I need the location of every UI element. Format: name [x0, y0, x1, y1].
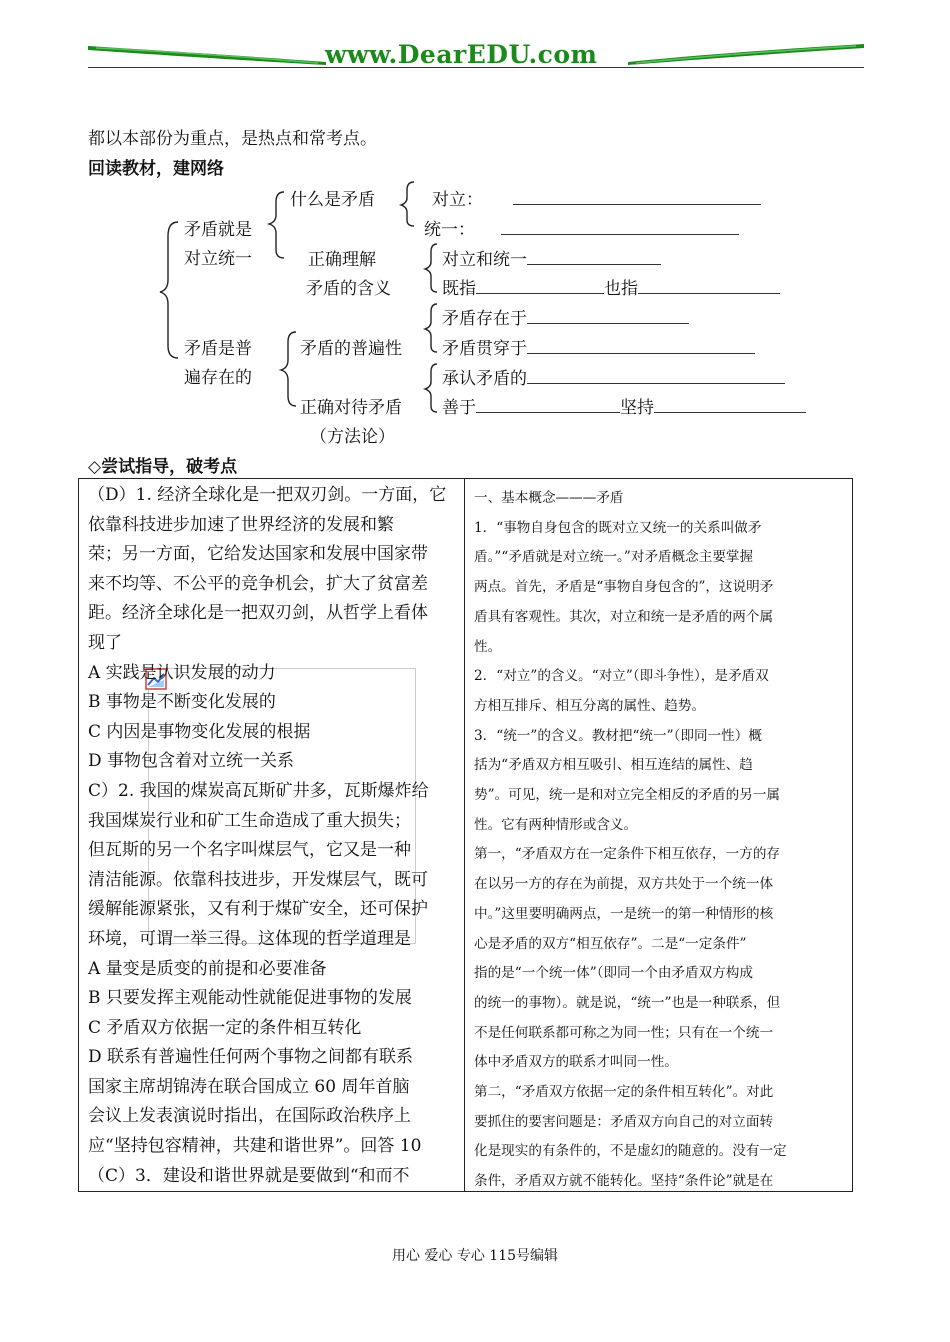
concept-line: 性。它有两种情形或含义。	[474, 816, 638, 833]
concept-line: 性。	[474, 638, 502, 655]
question-line: 环境，可谓一举三得。这体现的哲学道理是	[88, 928, 411, 949]
concept-line: 盾具有客观性。其次，对立和统一是矛盾的两个属	[474, 608, 774, 625]
section-title-try: ◇尝试指导，破考点	[88, 457, 238, 477]
site-logo-text[interactable]: www.DearEDU.com	[325, 40, 598, 69]
concept-line: 两点。首先，矛盾是“事物自身包含的”，这说明矛	[474, 579, 774, 596]
item-refers	[442, 274, 780, 299]
question-line: 来不均等、不公平的竞争机会，扩大了贫富差	[88, 573, 428, 594]
blank-line	[476, 279, 604, 294]
option-line: C 矛盾双方依据一定的条件相互转化	[88, 1017, 362, 1038]
brace-group1	[269, 192, 284, 258]
item-opp-unity	[442, 245, 661, 270]
concept-line: 盾。”“矛盾就是对立统一。”对矛盾概念主要掌握	[474, 549, 754, 566]
item-unity-label: 统一：	[424, 220, 475, 240]
item-exists-in	[442, 304, 689, 329]
concept-line: 2．“对立”的含义。“对立”（即斗争性），是矛盾双	[474, 668, 769, 685]
blank-line	[513, 190, 761, 205]
intro-line: 都以本部份为重点，是热点和常考点。	[88, 129, 377, 149]
item-good-at	[442, 393, 806, 418]
concept-line: 1．“事物自身包含的既对立又统一的关系叫做矛	[474, 519, 762, 536]
blank-line	[527, 250, 661, 265]
brace-sub1	[401, 182, 414, 226]
brace-sub4	[425, 364, 437, 412]
blank-line	[501, 220, 739, 235]
concept-line: 第二，“矛盾双方依据一定的条件相互转化”。对此	[474, 1084, 774, 1101]
concept-line: 括为“矛盾双方相互吸引、相互连结的属性、趋	[474, 757, 753, 774]
question-line: 依靠科技进步加速了世界经济的发展和繁	[88, 514, 394, 535]
option-line: B 事物是不断变化发展的	[88, 692, 276, 713]
sub3-label: 矛盾的普遍性	[300, 339, 402, 359]
brace-main	[160, 222, 178, 358]
concept-line: 中。”这里要明确两点，一是统一的第一种情形的核	[474, 905, 774, 922]
option-line: D 事物包含着对立统一关系	[88, 751, 295, 772]
question-line: 现了	[88, 632, 122, 653]
blank-line	[654, 398, 806, 413]
concept-line: 条件，矛盾双方就不能转化。坚持“条件论”就是在	[474, 1173, 774, 1190]
concept-line: 不是任何联系都可称之为同一性；只有在一个统一	[474, 1024, 774, 1041]
concept-line: 心是矛盾的双方“相互依存”。二是“一定条件”	[474, 935, 747, 952]
brace-sub3	[425, 304, 437, 352]
item-also-label: 也指	[604, 279, 638, 299]
concept-line: 方相互排斥、相互分离的属性、趋势。	[474, 697, 706, 714]
option-line: B 只要发挥主观能动性就能促进事物的发展	[88, 988, 412, 1009]
sub2-label-line1: 正确理解	[308, 250, 376, 270]
concept-line: 化是现实的有条件的，不是虚幻的随意的。没有一定	[474, 1143, 787, 1160]
option-line: A 量变是质变的前提和必要准备	[88, 958, 327, 979]
group2-label-line1: 矛盾是普	[184, 339, 252, 359]
item-good-at-label: 善于	[442, 398, 476, 418]
concept-line: 一、基本概念———矛盾	[474, 490, 624, 506]
concept-line: 在以另一方的存在为前提，双方共处于一个统一体	[474, 876, 774, 893]
blank-line	[527, 369, 785, 384]
blank-line	[527, 309, 689, 324]
question-line: 会议上发表演说时指出，在国际政治秩序上	[88, 1106, 411, 1127]
item-admit-label: 承认矛盾的	[442, 369, 527, 389]
concept-line: 体中矛盾双方的联系才叫同一性。	[474, 1054, 678, 1071]
blank-line	[476, 398, 620, 413]
question-line: 应“坚持包容精神，共建和谐世界”。回答 10	[88, 1136, 422, 1157]
group1-label-line2: 对立统一	[184, 249, 252, 269]
item-exists-in-label: 矛盾存在于	[442, 309, 527, 329]
concept-line: 势”。可见，统一是和对立完全相反的矛盾的另一属	[474, 787, 781, 804]
group2-label-line2: 遍存在的	[184, 368, 252, 388]
item-runs-through	[442, 334, 755, 359]
question-line: （C）3．建设和谐世界就是要做到“和而不	[88, 1165, 410, 1186]
concept-line: 的统一的事物）。就是说，“统一”也是一种联系，但	[474, 994, 781, 1011]
question-line: 国家主席胡锦涛在联合国成立 60 周年首脑	[88, 1076, 410, 1097]
item-opposition-label: 对立：	[432, 190, 483, 210]
item-persist-label: 坚持	[620, 398, 654, 418]
table-column-divider	[464, 478, 465, 1192]
section-title-network: 回读教材，建网络	[88, 159, 224, 179]
brace-sub2	[425, 244, 437, 292]
brace-group2	[281, 332, 296, 406]
option-line: C 内因是事物变化发展的根据	[88, 721, 311, 742]
item-runs-through-label: 矛盾贯穿于	[442, 339, 527, 359]
question-line: 荣；另一方面，它给发达国家和发展中国家带	[88, 544, 428, 565]
item-opposition	[432, 185, 761, 210]
question-line: C）2. 我国的煤炭高瓦斯矿井多，瓦斯爆炸给	[88, 780, 429, 801]
sub2-label-line2: 矛盾的含义	[306, 279, 391, 299]
concept-line: 要抓住的要害问题是：矛盾双方向自己的对立面转	[474, 1113, 774, 1130]
sub4-note: （方法论）	[310, 427, 395, 447]
question-line: （D）1. 经济全球化是一把双刃剑。一方面，它	[88, 485, 447, 505]
group1-label-line1: 矛盾就是	[184, 220, 252, 240]
question-line: 我国煤炭行业和矿工生命造成了重大损失；	[88, 810, 411, 831]
sub4-label: 正确对待矛盾	[300, 398, 402, 418]
concepts-column	[474, 484, 846, 1197]
concept-line: 3．“统一”的含义。教材把“统一”（即同一性）概	[474, 727, 762, 744]
item-refers-label: 既指	[442, 279, 476, 299]
question-line: 但瓦斯的另一个名字叫煤层气，它又是一种	[88, 840, 411, 861]
blank-line	[527, 339, 755, 354]
questions-column	[88, 481, 460, 1191]
page-footer: 用心 爱心 专心 115号编辑	[391, 1248, 559, 1264]
concept-line: 第一，“矛盾双方在一定条件下相互依存，一方的存	[474, 846, 781, 863]
item-opp-unity-label: 对立和统一	[442, 250, 527, 270]
item-unity	[424, 215, 739, 240]
question-line: 距。经济全球化是一把双刃剑，从哲学上看体	[88, 603, 428, 624]
item-admit	[442, 364, 785, 389]
option-line: A 实践是认识发展的动力	[88, 662, 276, 683]
blank-line	[638, 279, 780, 294]
question-line: 缓解能源紧张，又有利于煤矿安全，还可保护	[88, 899, 428, 920]
option-line: D 联系有普遍性任何两个事物之间都有联系	[88, 1047, 414, 1068]
concept-line: 指的是“一个统一体”（即同一个由矛盾双方构成	[474, 965, 753, 982]
sub1-label: 什么是矛盾	[290, 190, 375, 210]
question-line: 清洁能源。依靠科技进步，开发煤层气，既可	[88, 869, 428, 890]
